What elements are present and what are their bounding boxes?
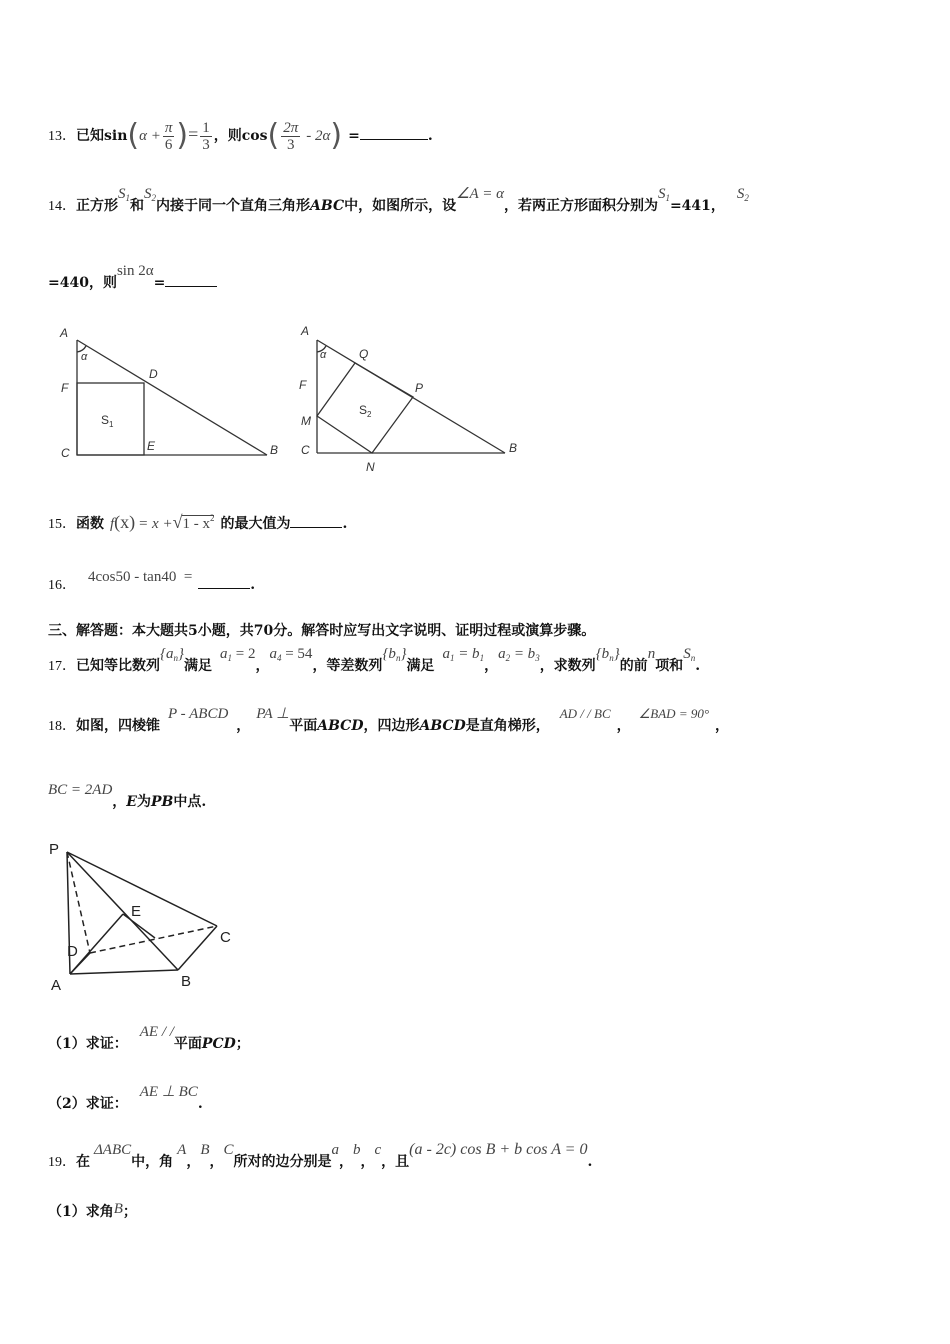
question-number: 16． [48,578,76,593]
text: =441， [669,198,725,214]
numerator: 1 [202,119,210,136]
math-pb: PB [150,794,174,810]
question-14-cont [48,263,217,296]
answer-blank[interactable] [360,125,428,140]
fraction-2pi-3 [281,120,300,153]
question-19-part-1 [48,1202,137,1228]
question-18 [48,706,730,742]
text: 中，角 [131,1154,174,1170]
right-paren-icon: ) [176,118,189,153]
math-abcd: ABCD [317,718,364,734]
text: 内接于同一个直角三角形 [156,198,310,214]
label-b: B [181,973,192,990]
question-14 [48,186,749,222]
end-punct: ； [235,1036,250,1052]
left-paren-icon: ( [127,118,140,153]
math-rhs: = x + [138,516,173,532]
left-paren-icon: ( [267,118,280,153]
end-punct: . [427,128,433,144]
label-s2: $S_2$ [359,403,372,419]
math-sin2a: sin 2α [116,263,154,279]
text: 满足 [406,658,435,674]
math-bc-2ad: BC = 2AD [48,782,113,798]
text: ， [484,658,499,674]
math-c-lower: c [374,1142,382,1158]
math-angle-bad: ∠BAD = 90° [638,706,710,721]
label-a: A [51,977,62,994]
text: ， [236,718,251,734]
math-abc: ABC [310,198,345,214]
end-punct: . [342,516,348,532]
label-a: A [60,326,69,340]
denominator: 3 [286,136,295,153]
question-17 [48,646,701,682]
section-heading: 三、解答题：本大题共5小题，共70分。解答时应写出文字说明、证明过程或演算步骤。 [48,623,596,639]
label-n: N [366,460,375,474]
label-q: Q [359,347,369,361]
text: 如图，四棱锥 [76,718,160,734]
math-sn: $S_n$ [683,646,696,663]
text: ， [616,718,631,734]
sqrt-icon: √ [172,512,183,532]
math-pcd: PCD [201,1036,236,1052]
text: ， [255,658,270,674]
question-16 [48,566,255,592]
side-ab [77,340,267,455]
text: ， [715,718,730,734]
math-f: f [110,516,115,532]
math-alpha-plus: α + [139,128,161,144]
text: ， [360,1154,375,1170]
math-b-upper: B [200,1142,210,1158]
right-paren-icon: ) [330,118,343,153]
text: 的最大值为 [220,516,291,532]
fraction-1-3 [200,120,212,153]
math-pyramid: P - ABCD [168,706,229,722]
equals-sign: = [153,275,166,291]
text: ，四边形 [363,718,420,734]
math-a1: $a_1 = 2$ [220,646,256,663]
equals-sign: = [348,128,360,144]
text: ，求数列 [539,658,596,674]
label-e: E [131,903,142,920]
text: 所对的边分别是 [233,1154,332,1170]
label-a: A [301,324,310,338]
answer-blank[interactable] [198,574,250,589]
text: ，等差数列 [312,658,383,674]
label-b: B [270,443,279,457]
text: 正方形 [76,198,118,214]
math-abcd: ABCD [419,718,466,734]
edge-pd-hidden [67,852,90,953]
text: 平面 [173,1036,202,1052]
label-p: P [49,841,60,858]
figure-18-pyramid [45,836,245,996]
label-f: F [61,381,69,395]
end-punct: . [250,577,256,593]
func-cos: cos [241,128,268,144]
text: 项和 [655,658,684,674]
question-number: 18． [48,719,76,734]
text: ，且 [381,1154,410,1170]
math-an: $\{a_n\}$ [160,646,184,663]
label-b: B [509,441,518,455]
math-s1: $S_1$ [657,186,670,203]
label-e: E [147,439,156,453]
text: ， [186,1154,201,1170]
end-punct: . [695,658,701,674]
question-18-part-1 [48,1024,250,1060]
question-number: 13． [48,129,76,144]
answer-blank[interactable] [165,272,217,287]
question-number: 14． [48,199,76,214]
math-s2: $S_2$ [736,186,749,203]
edge-bc [178,926,217,970]
question-number: 15． [48,517,76,532]
edge-ab [70,970,178,974]
math-s1: $S_1$ [118,186,130,203]
text: 和 [130,198,144,214]
figure-14-left [55,322,290,467]
text: 函数 [76,516,104,532]
math-a4: $a_4 = 54$ [269,646,313,663]
text: ，若两正方形面积分别为 [503,198,658,214]
denominator: 3 [202,136,210,153]
question-number: 17． [48,659,76,674]
label-s1: $S_1$ [101,413,114,429]
text: ，则 [213,128,242,144]
math-b-upper: B [113,1201,123,1217]
text: 满足 [184,658,212,674]
text: ， [112,794,127,810]
square-s1 [77,383,144,455]
math-bn: $\{b_n\}$ [382,646,407,663]
numerator: 2π [283,119,299,136]
math-a-lower: a [331,1142,339,1158]
math-expr: 4cos50 - tan40 = [88,569,193,585]
math-bn: $\{b_n\}$ [595,646,620,663]
equals-sign: = [188,124,199,144]
text: 是直角梯形， [465,718,550,734]
denominator: 6 [164,136,173,153]
part-label: （1）求角 [48,1204,114,1220]
math-ae-parallel: AE / / [139,1024,174,1040]
text: 中，如图所示，设 [344,198,457,214]
question-19 [48,1141,593,1178]
math-triangle-abc: ΔABC [94,1142,132,1158]
label-m: M [301,414,311,428]
numerator: π [164,119,173,136]
math-a-upper: A [177,1142,187,1158]
part-label: （2）求证： [48,1096,128,1112]
text: =440，则 [48,275,117,291]
math-s2: $S_2$ [144,186,156,203]
question-number: 19． [48,1155,76,1170]
math-a1-b1: $a_1 = b_1$ [442,646,485,663]
text: ， [339,1154,353,1170]
math-sqrt-body: $1 - x^2$ [182,513,215,532]
label-c: C [61,446,70,460]
end-punct: . [587,1154,593,1170]
question-18-part-2 [48,1084,203,1120]
math-b-lower: b [353,1142,361,1158]
text: 平面 [289,718,318,734]
math-a2-b3: $a_2 = b_3$ [498,646,540,663]
label-alpha: α [81,351,88,363]
label-c: C [220,929,231,946]
math-ae-perp-bc: AE ⊥ BC [139,1084,198,1100]
text: 为 [136,794,151,810]
text: 在 [76,1154,90,1170]
fraction-pi-6 [163,120,175,153]
text: 已知等比数列 [76,658,160,674]
text: ， [209,1154,224,1170]
math-x-paren: (x) [114,512,136,532]
question-18-cont [48,782,207,818]
func-sin: sin [104,128,128,144]
math-minus-2alpha: - 2α [306,128,331,144]
question-15 [48,512,347,538]
math-n: n [647,646,656,662]
text: 中点. [173,794,207,810]
math-equation: (a - 2c) cos B + b cos A = 0 [409,1141,588,1158]
label-d: D [149,367,158,381]
math-e: E [126,794,137,810]
label-alpha: α [320,349,327,361]
label-d: D [67,943,78,960]
label-c: C [301,443,310,457]
label-f: F [299,378,307,392]
figure-14-right [295,322,530,477]
end-punct: . [197,1096,203,1112]
end-punct: ； [122,1204,137,1220]
text: 的前 [619,658,648,674]
math-angle-a: ∠A = α [456,186,504,202]
math-c-upper: C [223,1142,234,1158]
math-ad-parallel-bc: AD / / BC [559,706,611,721]
edge-pb [67,852,178,970]
question-13 [48,112,433,156]
math-pa-perp: PA ⊥ [256,706,290,722]
answer-blank[interactable] [290,513,342,528]
label-p: P [415,381,424,395]
text: 已知 [76,128,104,144]
part-label: （1）求证： [48,1036,128,1052]
edge-pc [67,852,217,926]
segment-ae [70,914,123,974]
